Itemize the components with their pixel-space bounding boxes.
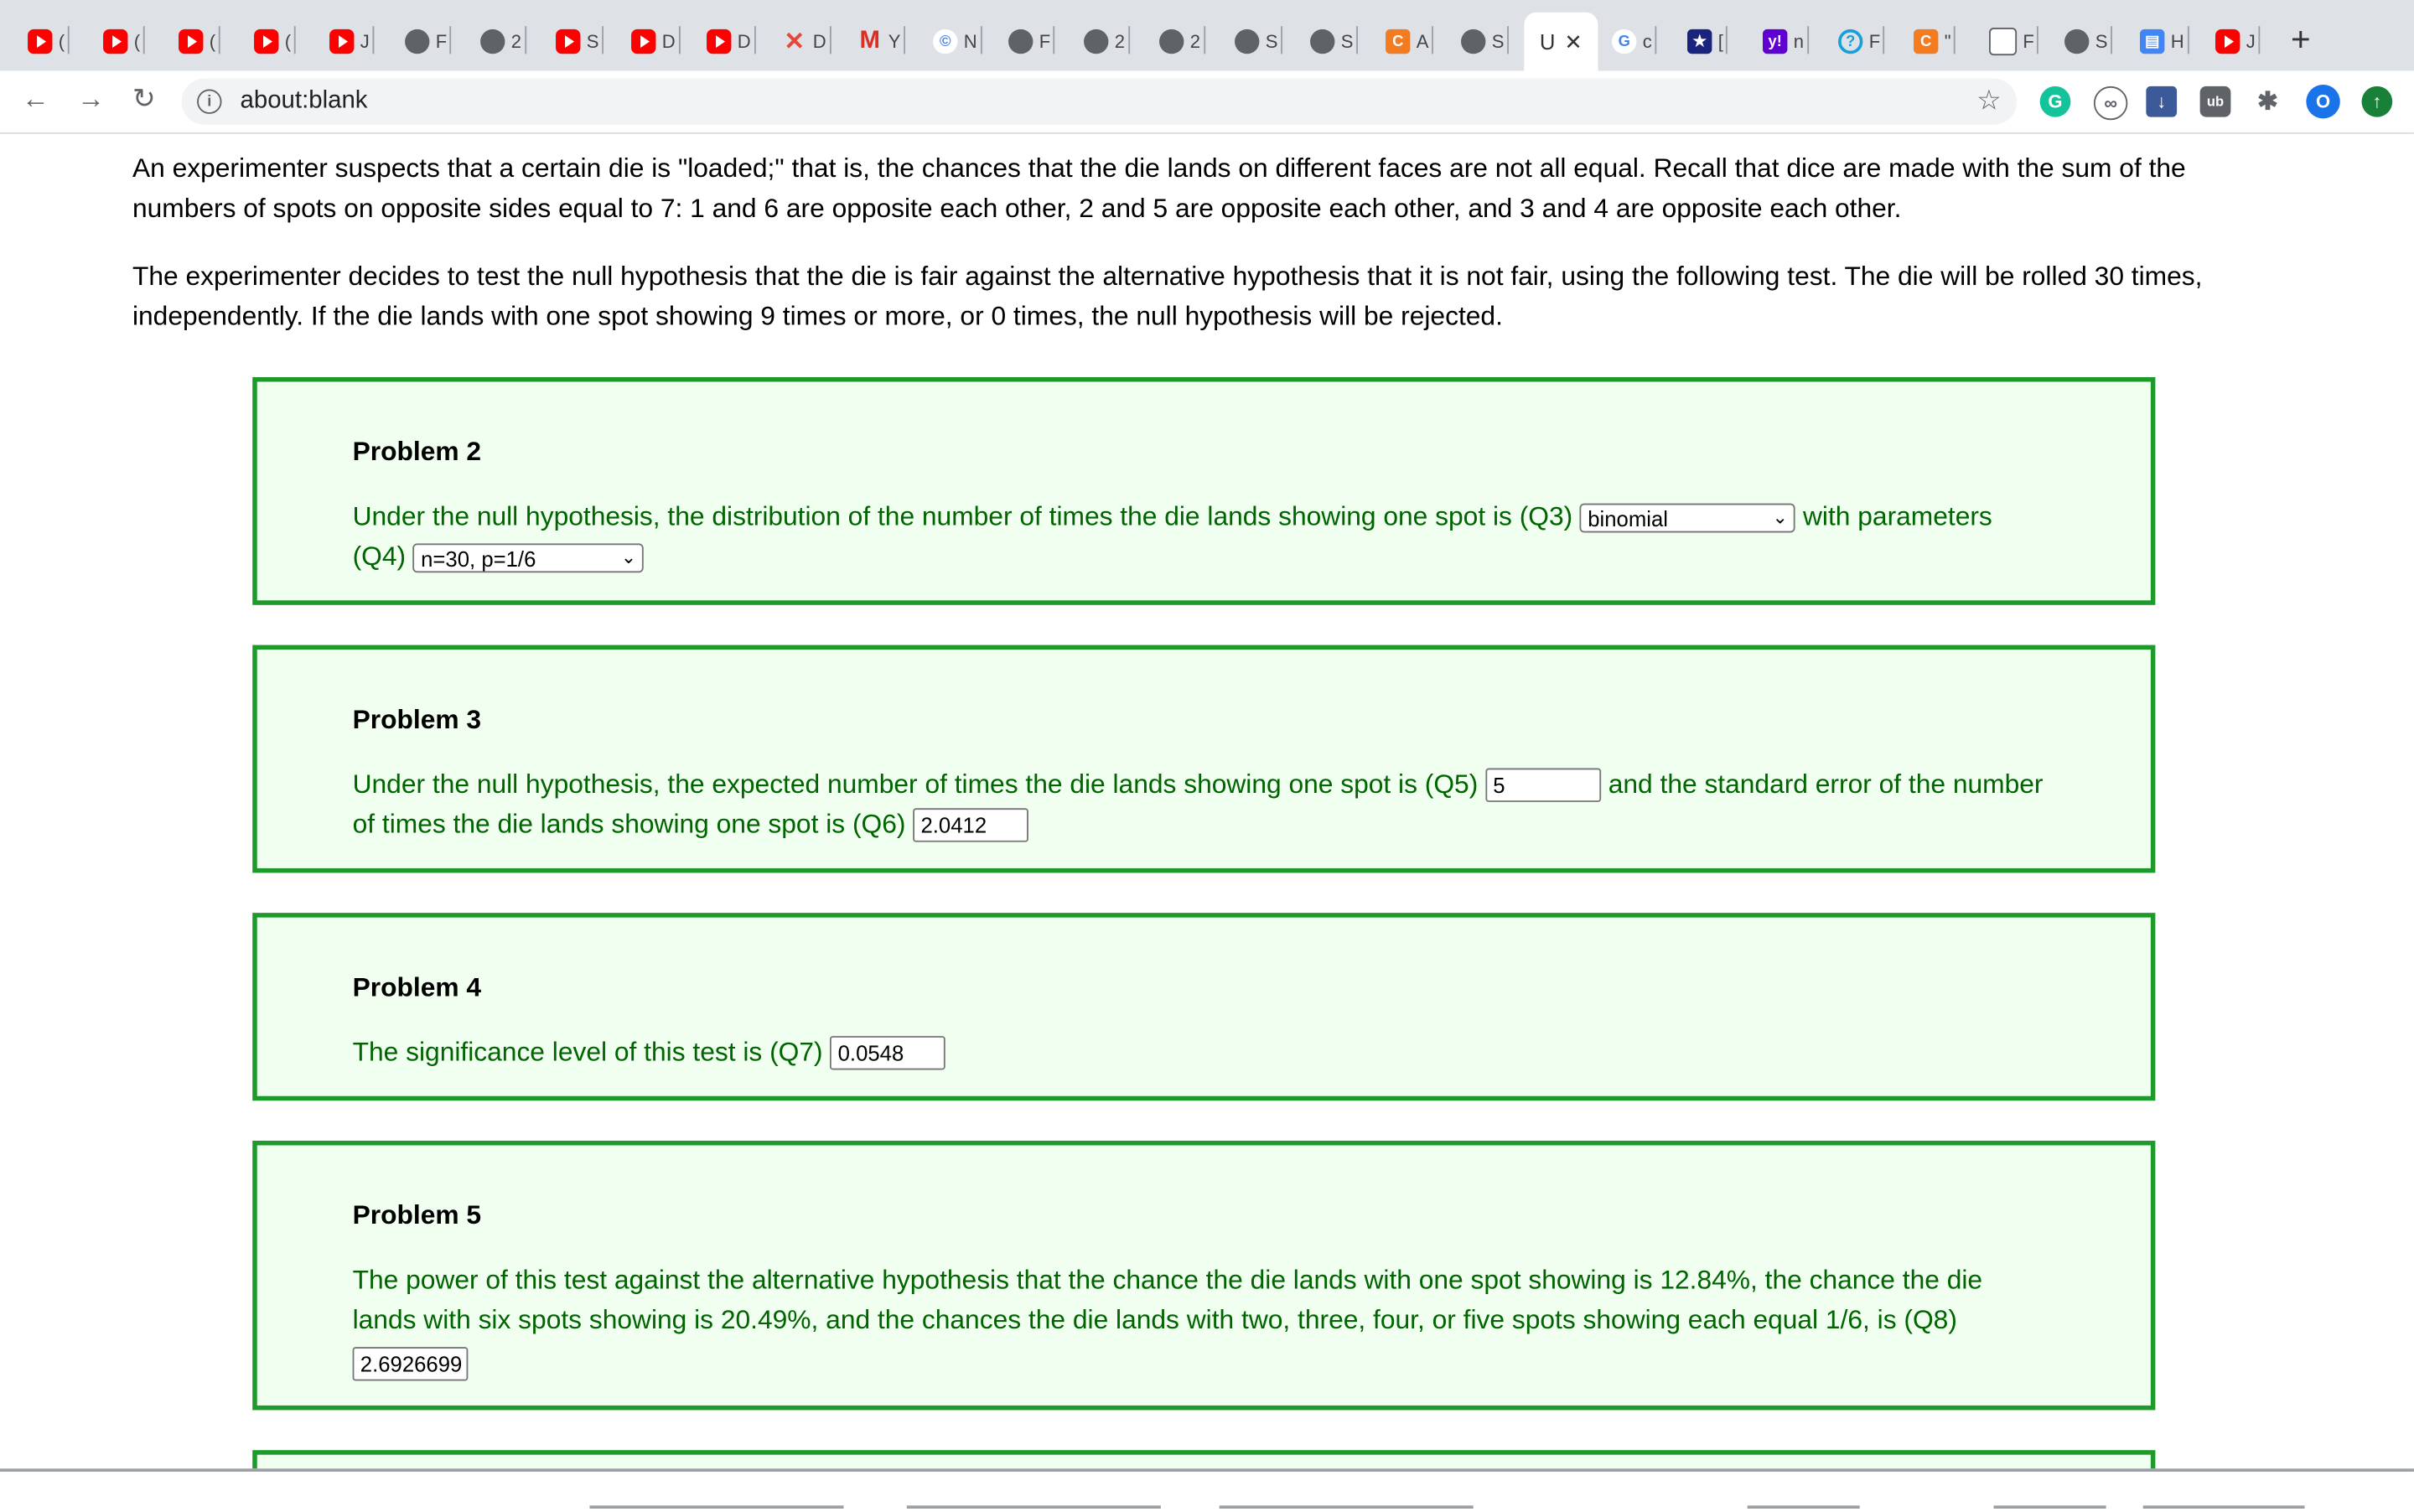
tab-separator	[602, 26, 604, 54]
browser-tab-label: F	[1039, 30, 1051, 53]
chegg-icon: C	[1386, 29, 1410, 54]
browser-tab[interactable]	[1989, 20, 2034, 63]
browser-tab-label: S	[1265, 30, 1278, 53]
globe-icon	[1461, 29, 1485, 54]
close-tab-icon[interactable]: ✕	[1564, 28, 1583, 54]
problem-3-text-c: of times the die lands showing one spot is (Q6)	[352, 808, 906, 840]
tab-separator	[525, 26, 526, 54]
browser-tab-label: D	[661, 30, 676, 53]
q5-input[interactable]: 5	[1485, 769, 1601, 802]
tab-separator	[2038, 26, 2039, 54]
youtube-icon	[103, 29, 127, 54]
tab-separator	[143, 26, 145, 54]
tab-separator	[1883, 26, 1885, 54]
active-tab[interactable]	[1524, 13, 1598, 71]
problem-6-box-partial	[252, 1450, 2155, 1468]
youtube-icon	[329, 29, 354, 54]
browser-tab-label: S	[2095, 30, 2108, 53]
problem-4-text	[353, 1032, 2046, 1072]
tab-separator	[1432, 26, 1433, 54]
tab-separator	[1807, 26, 1809, 54]
youtube-icon	[179, 29, 203, 54]
message-icon: ▤	[2140, 29, 2164, 54]
browser-tab[interactable]	[857, 20, 900, 63]
address-bar[interactable]	[182, 79, 2017, 125]
tab-separator	[219, 26, 220, 54]
reload-icon[interactable]: ↻	[132, 83, 156, 114]
url-text[interactable]: about:blank	[240, 87, 368, 114]
q3-select[interactable]	[1580, 503, 1795, 532]
tab-separator	[1281, 26, 1282, 54]
browser-tab[interactable]	[2215, 20, 2256, 63]
profile-avatar[interactable]: O	[2306, 85, 2339, 118]
question-icon: ?	[1838, 29, 1862, 54]
browser-tab[interactable]	[1386, 20, 1428, 63]
tab-separator	[1054, 26, 1055, 54]
browser-toolbar	[0, 70, 2414, 133]
youtube-icon	[28, 29, 52, 54]
c-icon: ©	[933, 29, 957, 54]
youtube-icon	[707, 29, 731, 54]
bottom-button-outline	[1994, 1505, 2106, 1509]
browser-tab[interactable]	[707, 20, 751, 63]
tab-separator	[2111, 26, 2112, 54]
browser-tab[interactable]	[556, 20, 598, 63]
browser-tab-label: D	[812, 30, 826, 53]
chevron-down-icon: ⌄	[620, 546, 637, 568]
youtube-icon	[254, 29, 278, 54]
browser-tab-label: (	[284, 30, 292, 53]
problem-3-text-b: and the standard error of the number	[1608, 768, 2044, 800]
q6-input[interactable]: 2.0412	[913, 809, 1028, 842]
tab-strip	[0, 0, 2414, 70]
q3-select-value: binomial	[1588, 506, 1668, 531]
forward-arrow-icon[interactable]: →	[76, 83, 105, 114]
globe-icon	[1159, 29, 1184, 54]
problem-5-box	[252, 1141, 2155, 1410]
tab-separator	[754, 26, 755, 54]
globe-icon	[1084, 29, 1108, 54]
tab-separator	[1655, 26, 1656, 54]
problem-2-text-a: Under the null hypothesis, the distribution of the number of times the die lands showing one spot is (Q3)	[352, 500, 1573, 531]
back-arrow-icon[interactable]: ←	[21, 83, 49, 114]
globe-icon	[1310, 29, 1334, 54]
browser-tab[interactable]	[2140, 20, 2184, 63]
bottom-button-outline	[589, 1505, 843, 1509]
tab-separator	[678, 26, 680, 54]
browser-tab-label: F	[1868, 30, 1881, 53]
problem-3-title: Problem 3	[352, 703, 482, 735]
problem-2-title: Problem 2	[352, 435, 482, 467]
browser-tab[interactable]	[179, 20, 215, 63]
browser-tab[interactable]	[28, 20, 65, 63]
browser-tab-label: (	[133, 30, 141, 53]
info-icon[interactable]: i	[197, 90, 221, 114]
gmail-icon: M	[859, 28, 880, 54]
browser-tab-label: J	[2246, 30, 2256, 53]
browser-tab-label: c	[1642, 30, 1652, 53]
q7-input[interactable]: 0.0548	[830, 1037, 945, 1070]
youtube-icon	[2215, 29, 2240, 54]
globe-icon	[2064, 29, 2089, 54]
browser-tab-label: 2	[510, 30, 522, 53]
q4-select[interactable]	[413, 543, 645, 572]
tab-separator	[1128, 26, 1130, 54]
problem-5-text-a: The power of this test against the alternative hypothesis that the chance the die lands with one spot showing is 12.84%, the chance the die lands with six spots showing is 20.49%, and the chances the die lands with two, three, four, or five spots showing each equal 1/6, is (Q8)	[352, 1263, 1983, 1335]
browser-tab[interactable]	[782, 20, 826, 63]
chevron-down-icon: ⌄	[1772, 506, 1788, 528]
browser-tab-label: F	[435, 30, 448, 53]
browser-tab-label: H	[2170, 30, 2184, 53]
problem-4-title: Problem 4	[352, 971, 482, 1002]
globe-icon	[1235, 29, 1259, 54]
extension-icon[interactable]: ∞	[2094, 86, 2127, 120]
problem-3-text	[353, 764, 2108, 844]
problem-5-title: Problem 5	[352, 1199, 482, 1230]
tab-separator	[1204, 26, 1205, 54]
browser-tab-label: (	[58, 30, 65, 53]
browser-tab[interactable]	[2064, 20, 2107, 63]
tab-separator	[450, 26, 452, 54]
bottom-button-outline	[2143, 1505, 2305, 1509]
star-icon: ★	[1687, 29, 1712, 54]
problem-4-box	[252, 913, 2155, 1100]
q8-input[interactable]: 2.6926699	[353, 1347, 469, 1380]
browser-tab[interactable]	[1235, 20, 1277, 63]
problem-2-text	[353, 495, 2046, 576]
youtube-icon	[556, 29, 580, 54]
browser-tab-label: Y	[888, 30, 901, 53]
tab-separator	[1727, 26, 1728, 54]
calendar-icon: ▦	[1989, 28, 2017, 55]
browser-tab[interactable]	[1687, 20, 1723, 63]
tab-separator	[1356, 26, 1358, 54]
browser-tab[interactable]	[933, 20, 977, 63]
new-tab-button[interactable]: +	[2291, 19, 2311, 59]
intro-paragraph-1: An experimenter suspects that a certain die is "loaded;" that is, the chances that the die lands on different faces are not all equal. Recall that dice are made with the sum of the numbers of spots on opposite sides equal to 7: 1 and 6 are opposite each other, 2 and 5 are opposite each other, and 3 and 4 are opposite each other.	[132, 152, 2186, 224]
browser-tab[interactable]	[1084, 20, 1125, 63]
x-icon: ✕	[784, 28, 806, 56]
tab-separator	[1507, 26, 1509, 54]
browser-tab[interactable]	[631, 20, 676, 63]
chegg-icon: C	[1914, 29, 1938, 54]
tab-separator	[829, 26, 831, 54]
google-icon: G	[1612, 29, 1636, 54]
browser-tab[interactable]	[1763, 20, 1804, 63]
browser-tab[interactable]	[405, 20, 447, 63]
active-tab-label: U	[1539, 28, 1556, 54]
browser-tab-label: S	[1340, 30, 1354, 53]
problem-4-text-a: The significance level of this test is (Q7)	[352, 1036, 823, 1067]
bottom-scroll-area	[0, 1468, 2414, 1511]
tab-separator	[904, 26, 905, 54]
tab-separator	[372, 26, 374, 54]
download-extension-icon[interactable]: ↓	[2146, 86, 2177, 117]
browser-tab-label: [	[1717, 30, 1723, 53]
browser-tab[interactable]	[1159, 20, 1200, 63]
bottom-button-outline	[1748, 1505, 1860, 1509]
problem-2-box	[252, 377, 2155, 605]
browser-tab[interactable]	[1914, 20, 1951, 63]
problem-2-text-b: with parameters	[1803, 500, 1992, 531]
browser-tab[interactable]	[1461, 20, 1504, 63]
browser-tab-label: "	[1944, 30, 1951, 53]
globe-icon	[405, 29, 429, 54]
youtube-icon	[631, 29, 655, 54]
grammarly-extension-icon[interactable]: G	[2040, 86, 2071, 117]
puzzle-extensions-icon[interactable]: ✱	[2257, 89, 2278, 116]
bookmark-star-icon[interactable]: ☆	[1976, 85, 2002, 116]
intro-paragraph-2: The experimenter decides to test the null hypothesis that the die is fair against the alternative hypothesis that it is not fair, using the following test. The die will be rolled 30 times, independently. If the die lands with one spot showing 9 times or more, or 0 times, the null hypothesis will be rejected.	[132, 260, 2203, 331]
tab-separator	[1954, 26, 1956, 54]
tab-separator	[980, 26, 982, 54]
browser-tab[interactable]	[329, 20, 370, 63]
browser-tab[interactable]	[1310, 20, 1353, 63]
browser-tab[interactable]	[480, 20, 521, 63]
browser-tab[interactable]	[103, 20, 140, 63]
browser-tab[interactable]	[1008, 20, 1050, 63]
bottom-button-outline	[907, 1505, 1161, 1509]
tab-separator	[294, 26, 296, 54]
browser-tab-label: 2	[1189, 30, 1201, 53]
browser-tab-label: S	[1491, 30, 1505, 53]
browser-tab-label: S	[586, 30, 599, 53]
browser-tab-label: n	[1793, 30, 1805, 53]
problem-3-text-a: Under the null hypothesis, the expected number of times the die lands showing one spot is (Q5)	[352, 768, 1479, 800]
bottom-button-outline	[1220, 1505, 1474, 1509]
globe-icon	[1008, 29, 1033, 54]
browser-tab-label: J	[360, 30, 370, 53]
browser-tab-label: 2	[1114, 30, 1126, 53]
browser-tab-label: F	[2023, 30, 2034, 53]
problem-5-text	[353, 1259, 2031, 1380]
browser-tab[interactable]	[1612, 20, 1652, 63]
tab-separator	[2258, 26, 2260, 54]
browser-tab-label: D	[737, 30, 751, 53]
q4-select-value: n=30, p=1/6	[421, 546, 536, 572]
problem-2-text-c: (Q4)	[352, 540, 407, 572]
browser-tab-label: N	[963, 30, 977, 53]
ublock-extension-icon[interactable]: ub	[2200, 86, 2231, 117]
globe-icon	[480, 29, 505, 54]
yahoo-icon: y!	[1763, 29, 1787, 54]
problem-3-box	[252, 645, 2155, 873]
tab-separator	[68, 26, 70, 54]
page-content	[0, 132, 2414, 1468]
browser-tab[interactable]	[254, 20, 291, 63]
tab-separator	[2187, 26, 2189, 54]
browser-tab[interactable]	[1838, 20, 1880, 63]
browser-tab-label: (	[209, 30, 216, 53]
update-icon[interactable]: ↑	[2361, 86, 2392, 117]
browser-tab-label: A	[1416, 30, 1429, 53]
